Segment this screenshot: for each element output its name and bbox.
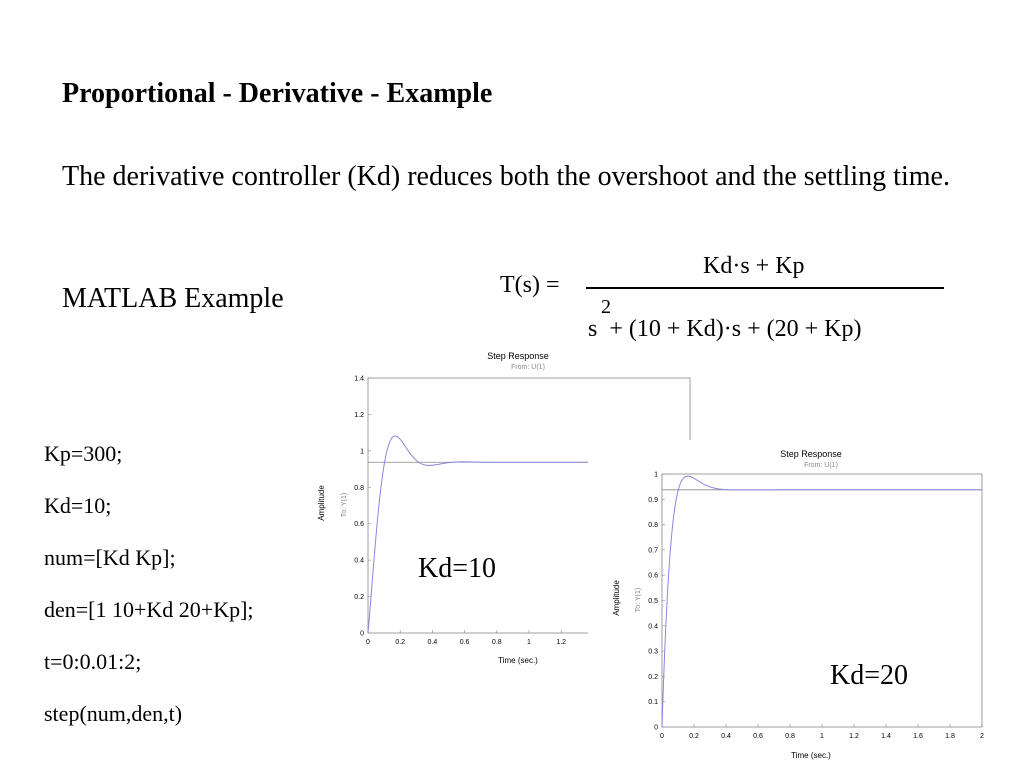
y-tick-label: 0 xyxy=(360,630,364,638)
code-line: step(num,den,t) xyxy=(44,701,183,726)
y-tick-label: 0.2 xyxy=(648,673,658,681)
fraction-bar xyxy=(586,287,944,289)
formula-lhs: T(s) = xyxy=(500,272,560,298)
code-line: t=0:0.01:2; xyxy=(44,649,142,674)
y-tick-label: 0.4 xyxy=(648,623,658,631)
kd10-label: Kd=10 xyxy=(418,553,497,584)
y-tick-label: 0.2 xyxy=(354,594,364,602)
code-line: Kp=300; xyxy=(44,441,123,466)
y-tick-label: 0.1 xyxy=(648,699,658,707)
y-tick-label: 0.8 xyxy=(354,484,364,492)
y-tick-label: 0.6 xyxy=(354,521,364,529)
x-tick-label: 0.2 xyxy=(395,639,406,646)
x-tick-label: 1 xyxy=(527,639,531,646)
x-tick-label: 0.2 xyxy=(689,733,699,740)
chart-subtitle: From: U(1) xyxy=(511,364,545,371)
y-axis-sublabel: To: Y(1) xyxy=(341,492,348,518)
formula-denominator-base: s xyxy=(588,316,598,342)
code-line: Kd=10; xyxy=(44,493,112,518)
x-tick-label: 1.4 xyxy=(881,733,891,740)
x-tick-label: 0.4 xyxy=(427,639,438,646)
matlab-code-block xyxy=(44,428,254,740)
formula-exponent: 2 xyxy=(601,296,611,318)
kd20-label: Kd=20 xyxy=(830,660,909,691)
x-axis-label: Time (sec.) xyxy=(498,656,538,665)
formula-denominator xyxy=(588,316,861,343)
chart-title: Step Response xyxy=(780,449,842,459)
matlab-example-label: MATLAB Example xyxy=(62,283,284,314)
transfer-function-formula xyxy=(496,250,956,350)
y-tick-label: 1 xyxy=(654,471,658,479)
chart-title: Step Response xyxy=(487,351,549,361)
slide-title: Proportional - Derivative - Example xyxy=(62,78,493,109)
y-axis-label: Amplitude xyxy=(612,580,621,616)
y-axis-sublabel: To: Y(1) xyxy=(635,587,642,613)
intro-text: The derivative controller (Kd) reduces both the overshoot and the settling time. xyxy=(62,161,950,192)
x-tick-label: 0.8 xyxy=(785,733,795,740)
x-tick-label: 1.6 xyxy=(913,733,923,740)
formula-numerator: Kd·s + Kp xyxy=(703,253,805,279)
y-tick-label: 0.5 xyxy=(648,598,658,605)
x-tick-label: 0.6 xyxy=(753,733,763,740)
chart-subtitle: From: U(1) xyxy=(804,462,838,469)
x-tick-label: 0 xyxy=(660,733,664,740)
step-response-chart-kd20 xyxy=(588,440,998,765)
y-tick-label: 0 xyxy=(654,724,658,732)
y-tick-label: 1.2 xyxy=(354,411,364,419)
x-tick-label: 0 xyxy=(366,639,370,646)
x-tick-label: 0.6 xyxy=(459,639,470,646)
code-line: den=[1 10+Kd 20+Kp]; xyxy=(44,597,254,622)
code-line: num=[Kd Kp]; xyxy=(44,545,176,570)
formula-denominator-rest: + (10 + Kd)·s + (20 + Kp) xyxy=(609,316,862,342)
y-tick-label: 1.4 xyxy=(354,375,364,383)
y-tick-label: 0.9 xyxy=(648,496,658,504)
y-tick-label: 0.6 xyxy=(648,572,658,580)
x-tick-label: 1.2 xyxy=(849,733,859,740)
y-tick-label: 0.8 xyxy=(648,522,658,530)
x-tick-label: 1 xyxy=(820,733,824,740)
y-tick-label: 1 xyxy=(360,448,364,456)
y-tick-label: 0.7 xyxy=(648,547,658,555)
x-tick-label: 1.2 xyxy=(556,639,567,646)
x-tick-label: 1.8 xyxy=(945,733,955,740)
y-axis-label: Amplitude xyxy=(317,485,326,521)
x-tick-label: 0.8 xyxy=(491,639,502,646)
x-tick-label: 0.4 xyxy=(721,733,731,740)
y-tick-label: 0.4 xyxy=(354,557,364,565)
y-tick-label: 0.3 xyxy=(648,648,658,656)
x-axis-label: Time (sec.) xyxy=(791,751,831,760)
x-tick-label: 2 xyxy=(980,733,984,740)
